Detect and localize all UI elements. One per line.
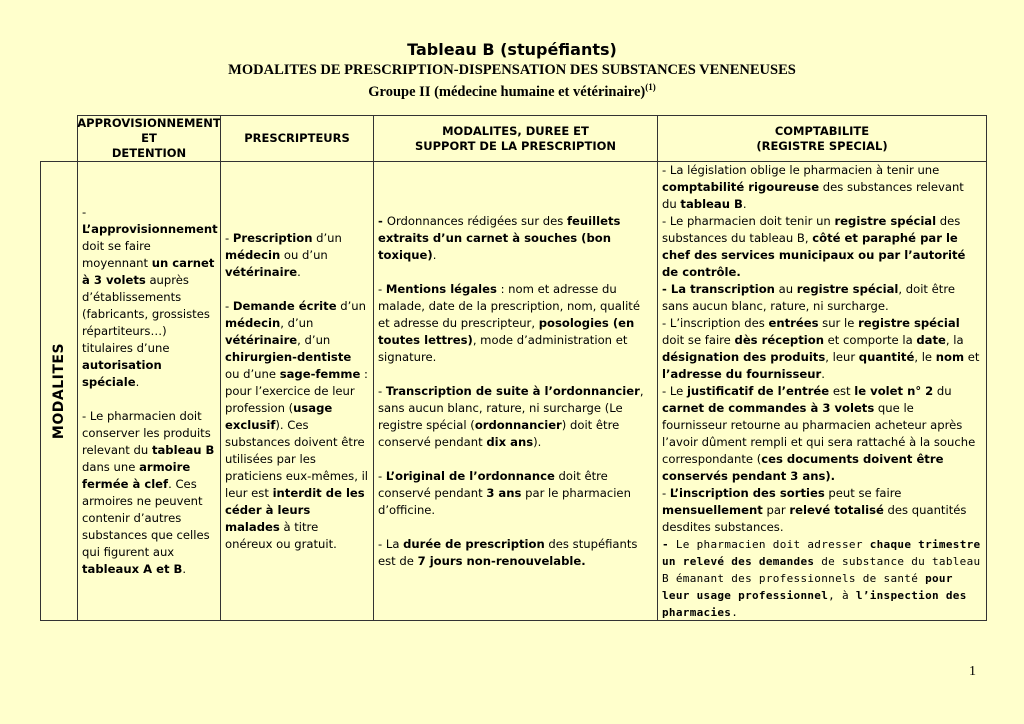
header-approvisionnement — [77, 115, 221, 162]
text-run: : nom et adresse du malade, date de la prescription, nom, qualité et adresse du prescripteur, — [378, 281, 640, 330]
text-run: , d’un — [297, 332, 331, 347]
bold-run: Prescription — [232, 230, 313, 245]
bold-run: mensuellement — [662, 502, 763, 517]
text-run: de substance du tableau B émanant des professionnels de santé — [662, 554, 981, 585]
bold-run: armoire fermée à clef — [82, 460, 191, 491]
bold-run: côté et paraphé par le chef des services municipaux ou par l’autorité de contrôle. — [662, 230, 966, 279]
text-run: , doit être sans aucun blanc, rature, ni surcharge. — [662, 281, 955, 313]
cell-modalites-duree — [373, 161, 658, 621]
bold-run: comptabilité rigoureuse — [662, 179, 820, 194]
header-line: MODALITES, DUREE ET — [442, 123, 589, 138]
bold-run: 7 jours non-renouvelable. — [417, 553, 586, 568]
text-run: , leur — [825, 349, 859, 364]
bold-run: médecin — [225, 247, 281, 262]
text-run: ) doit être conservé pendant — [378, 417, 620, 449]
text-run: au — [774, 281, 797, 296]
rich-cell — [378, 213, 653, 570]
footnote-marker: (1) — [645, 82, 656, 92]
bold-run: registre spécial — [796, 281, 899, 296]
text-run: doit se faire — [662, 332, 735, 347]
text-run: - — [378, 468, 386, 483]
text-run: des stupéfiants est de — [378, 536, 638, 568]
document-subtitle-group — [0, 82, 1024, 101]
text-run: . — [297, 264, 301, 279]
text-run: - — [82, 205, 87, 219]
bold-run: date — [916, 332, 946, 347]
bold-run: Mentions légales — [385, 281, 497, 296]
text-run: - — [662, 485, 670, 500]
cell-paragraph — [662, 485, 982, 536]
bold-run: le volet n° 2 — [854, 383, 934, 398]
text-run: - Le pharmacien doit tenir un — [662, 213, 835, 228]
rich-cell — [82, 204, 216, 578]
cell-paragraph — [662, 383, 982, 485]
rich-cell — [225, 230, 369, 553]
bold-run: dès réception — [734, 332, 824, 347]
bold-run: 3 ans — [486, 485, 522, 500]
document-subtitle: MODALITES DE PRESCRIPTION-DISPENSATION DES SUBSTANCES VENENEUSES — [228, 62, 796, 78]
header-line: PRESCRIPTEURS — [244, 131, 350, 145]
bold-run: quantité — [858, 349, 915, 364]
bold-run: Demande écrite — [232, 298, 337, 313]
bold-run: chaque trimestre un relevé des demandes — [662, 537, 981, 568]
text-run: auprès d’établissements (fabricants, grossistes répartiteurs…) titulaires d’une — [82, 273, 210, 355]
text-run: par le pharmacien d’officine. — [378, 485, 631, 517]
text-run: et — [964, 349, 980, 364]
text-run: . — [432, 247, 437, 262]
text-run: - L’inscription des — [662, 315, 769, 330]
header-line: DETENTION — [111, 146, 187, 160]
bold-run: tableau B — [151, 443, 215, 457]
text-run: doit se faire moyennant — [82, 239, 152, 270]
text-run: par — [762, 502, 790, 517]
cell-approvisionnement — [77, 161, 221, 621]
bold-run: L’inscription des sorties — [669, 485, 825, 500]
bold-run: tableau B — [680, 196, 743, 211]
text-run: , mode d’administration et signature. — [378, 332, 628, 364]
page-number: 1 — [969, 664, 976, 679]
bold-run: Transcription de suite à l’ordonnancier — [385, 383, 640, 398]
bold-run: nom — [935, 349, 965, 364]
text-run: - — [225, 298, 233, 313]
bold-run: l’inspection des pharmacies — [662, 588, 967, 619]
cell-paragraph — [378, 468, 653, 519]
cell-prescripteurs — [220, 161, 374, 621]
bold-run: sage-femme — [279, 366, 361, 381]
text-run: dans une — [82, 460, 140, 474]
bold-run: médecin — [225, 315, 281, 330]
cell-paragraph — [662, 213, 982, 281]
bold-run: L’original de l’ordonnance — [385, 468, 555, 483]
text-run: - — [225, 230, 233, 245]
text-run: : pour l’exercice de leur profession ( — [225, 366, 368, 415]
text-run: - Le — [662, 383, 687, 398]
bold-run: un carnet à 3 volets — [82, 256, 215, 287]
text-run: du — [933, 383, 952, 398]
header-comptabilite — [657, 115, 987, 162]
bold-run: registre spécial — [858, 315, 960, 330]
bold-run: ces documents doivent être conservés pendant 3 ans). — [662, 451, 944, 483]
header-prescripteurs — [220, 115, 374, 162]
text-run: - — [378, 383, 386, 398]
bold-run: interdit de les céder à leurs malades — [225, 485, 365, 534]
bold-run: durée de prescription — [403, 536, 545, 551]
text-run: ou d’un — [280, 247, 328, 262]
text-run: que le fournisseur retourne au pharmacien acheteur après l’avoir dûment rempli et qui sera rattaché à la souche correspondante ( — [662, 400, 976, 466]
text-run: des quantités desdites substances. — [662, 502, 967, 534]
cell-paragraph — [378, 536, 653, 570]
text-run: peut se faire — [824, 485, 902, 500]
header-line: COMPTABILITE — [774, 123, 870, 138]
cell-paragraph — [662, 281, 982, 315]
bold-run: chirurgien-dentiste — [225, 349, 352, 364]
bold-run: usage exclusif — [225, 400, 333, 432]
text-run: ). Ces substances doivent être utilisées par les praticiens eux-mêmes, il leur est — [225, 417, 369, 500]
bold-run: - — [378, 213, 387, 228]
text-run: ou d’une — [225, 366, 280, 381]
cell-comptabilite — [657, 161, 987, 621]
bold-run: carnet de commandes à 3 volets — [662, 400, 875, 415]
text-run: - Le pharmacien doit conserver les produits relevant du — [82, 409, 211, 457]
text-run: . — [731, 605, 739, 619]
cell-paragraph — [225, 230, 369, 281]
header-line: APPROVISIONNEMENT — [77, 116, 221, 130]
text-run: Ordonnances rédigées sur des — [386, 213, 568, 228]
text-run: , sans aucun blanc, rature, ni surcharge (Le registre spécial ( — [378, 383, 644, 432]
row-label: MODALITES — [51, 342, 67, 440]
document-title: Tableau B (stupéfiants) — [407, 40, 617, 59]
cell-paragraph — [225, 298, 369, 553]
text-run: . — [821, 366, 825, 381]
text-run: est — [829, 383, 855, 398]
text-run: . — [742, 196, 747, 211]
cell-paragraph — [82, 204, 216, 391]
bold-run: justificatif de l’entrée — [686, 383, 830, 398]
text-run: sur le — [818, 315, 859, 330]
bold-run: tableaux A et B — [82, 562, 183, 576]
bold-run: pour leur usage professionnel — [662, 571, 953, 602]
bold-run: entrées — [768, 315, 819, 330]
rich-cell — [662, 162, 982, 621]
text-run: , le — [914, 349, 936, 364]
text-run: , à — [828, 588, 856, 602]
cell-paragraph — [378, 281, 653, 366]
text-run: . — [182, 562, 187, 576]
header-line: SUPPORT DE LA PRESCRIPTION — [414, 138, 617, 153]
bold-run: autorisation spéciale — [82, 358, 162, 389]
text-run: - La — [378, 536, 404, 551]
bold-run: feuillets extraits d’un carnet à souches (bon toxique) — [378, 213, 621, 262]
cell-paragraph — [662, 315, 982, 383]
text-run: d’un — [336, 298, 366, 313]
text-run: , d’un — [280, 315, 314, 330]
modalites-table — [40, 115, 987, 621]
subtitle-group-text: Groupe II (médecine humaine et vétérinaire) — [368, 83, 646, 100]
header-line: (REGISTRE SPECIAL) — [756, 138, 888, 153]
cell-paragraph — [662, 162, 982, 213]
bold-run: vétérinaire — [225, 332, 298, 347]
cell-paragraph — [82, 408, 216, 578]
bold-run: désignation des produits — [662, 349, 826, 364]
text-run: des substances du tableau B, — [662, 213, 961, 245]
cell-paragraph — [378, 213, 653, 264]
bold-run: registre spécial — [834, 213, 937, 228]
row-label-cell — [40, 161, 78, 621]
bold-run: L’approvisionnement — [82, 222, 218, 236]
bold-run: l’adresse du fournisseur — [662, 366, 822, 381]
text-run: à titre onéreux ou gratuit. — [225, 519, 337, 551]
header-line: ET — [141, 131, 157, 145]
bold-run: vétérinaire — [225, 264, 298, 279]
bold-run: ordonnancier — [474, 417, 562, 432]
text-run: doit être conservé pendant — [378, 468, 608, 500]
cell-paragraph — [662, 536, 982, 621]
text-run: . Ces armoires ne peuvent contenir d’autres substances que celles qui figurent aux — [82, 477, 210, 559]
bold-run: relevé totalisé — [789, 502, 884, 517]
bold-run: dix ans — [486, 434, 534, 449]
bold-run: posologies (en toutes lettres) — [378, 315, 635, 347]
text-run: ). — [533, 434, 542, 449]
text-run: , la — [945, 332, 964, 347]
bold-run: - — [662, 537, 676, 551]
header-modalites-duree — [373, 115, 658, 162]
text-run: et comporte la — [823, 332, 917, 347]
text-run: - — [378, 281, 386, 296]
bold-run: - La transcription — [662, 281, 775, 296]
text-run: - La législation oblige le pharmacien à tenir une — [662, 162, 940, 177]
text-run: des substances relevant du — [662, 179, 964, 211]
text-run: . — [135, 375, 140, 389]
text-run: d’un — [312, 230, 342, 245]
text-run: Le pharmacien doit adresser — [675, 537, 870, 551]
cell-paragraph — [378, 383, 653, 451]
